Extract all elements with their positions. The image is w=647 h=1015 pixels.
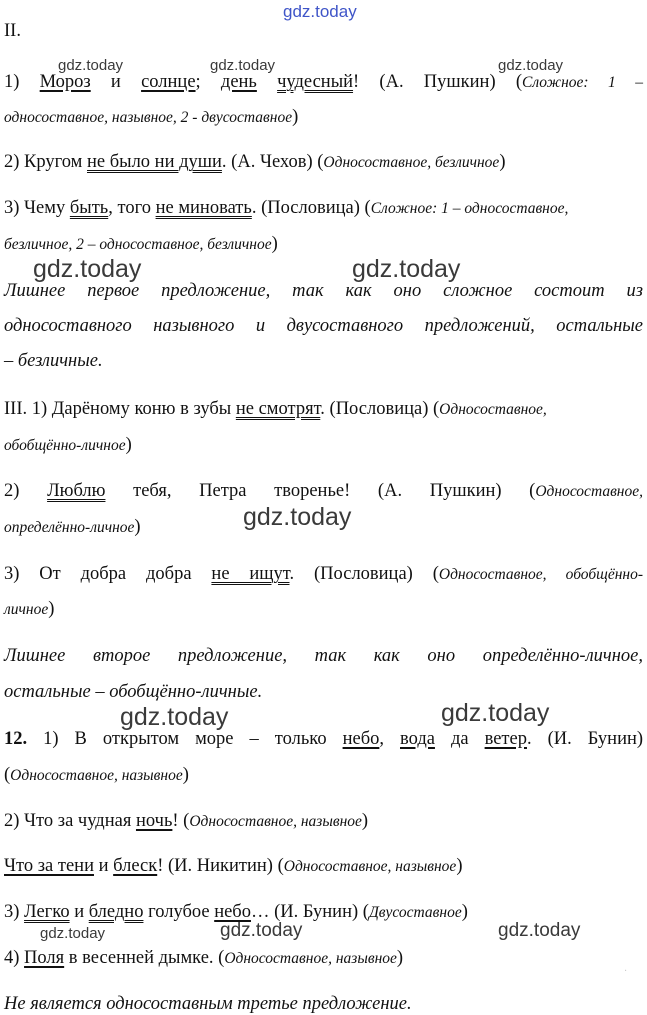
watermark-top: gdz.today [283, 2, 357, 21]
section-heading [4, 20, 643, 42]
sentence-3-1-cont [4, 434, 643, 457]
task-number: 12. [4, 729, 28, 749]
connector [257, 72, 277, 92]
grammar-note: Сложное: 1 – [522, 74, 644, 91]
watermark: gdz.today [58, 57, 124, 74]
source: . (Пословица) ( [320, 399, 440, 419]
sentence-2-1-cont [4, 106, 643, 129]
connector: да [434, 729, 485, 749]
scan-speck: · [624, 966, 628, 977]
source: ! (И. Никитин) ( [157, 856, 284, 876]
sentence-2-3 [4, 197, 643, 220]
sentence-3-3-cont [4, 598, 643, 621]
connector: и [69, 902, 89, 922]
sentence-text: голубое [143, 902, 215, 922]
sentence-3-1 [4, 398, 643, 421]
sentence-text: 1) В открытом море – только [27, 729, 343, 749]
sentence-text: 3) От добра добра [4, 564, 212, 584]
conclusion-3-line-2: остальные – обобщённо-личные. [4, 682, 263, 702]
paren: ) [499, 152, 506, 172]
grammar-note: односоставное, назывное, 2 - двусоставное [4, 109, 293, 126]
subject: Мороз [39, 72, 91, 92]
paren: ) [125, 435, 132, 455]
sentence-text: III. 1) Дарёному коню в зубы [4, 399, 236, 419]
conclusion-2-line-3: – безличные. [4, 351, 103, 371]
paren: ) [182, 765, 189, 785]
subject: день [220, 72, 257, 92]
task12-conclusion: Не является односоставным третье предложение. [4, 994, 412, 1014]
watermark: gdz.today [40, 925, 106, 942]
grammar-note: Односоставное, назывное [189, 813, 362, 830]
grammar-note: Сложное: 1 – односоставное, [370, 200, 569, 217]
grammar-note: Односоставное, [439, 401, 547, 418]
sentence-3-2 [4, 480, 643, 503]
grammar-note: обобщённо-личное [4, 437, 126, 454]
task12-sentence-1 [4, 728, 643, 750]
grammar-note: Односоставное, назывное [224, 950, 397, 967]
conclusion-2-line-1: Лишнее первое предложение, так как оно сложное состоит из [4, 281, 643, 301]
task12-sentence-2b [4, 855, 643, 878]
paren: ) [456, 856, 463, 876]
subject: солнце [141, 72, 196, 92]
grammar-note: Односоставное, безличное [323, 154, 500, 171]
conclusion-2-line-2: односоставного назывного и двусоставного предложений, остальные [4, 316, 643, 336]
source: . (И. Бунин) [526, 729, 644, 749]
paren: ) [134, 517, 141, 537]
paren: ) [271, 234, 278, 254]
sentence-text: 3) Чему [4, 198, 70, 218]
sentence-text: 2) Что за чудная [4, 811, 136, 831]
subject: небо [342, 729, 380, 749]
sentence-2-2 [4, 151, 643, 174]
grammar-note: Двусоставное [368, 904, 462, 921]
subject: Что за тени [4, 856, 94, 876]
watermark: gdz.today [33, 255, 142, 283]
grammar-note: Односоставное, назывное [10, 767, 183, 784]
sentence-3-2-cont [4, 516, 643, 539]
paren: ) [292, 107, 299, 127]
paren: ) [361, 811, 369, 831]
sentence-number: 1) [4, 72, 20, 92]
predicate: быть [69, 198, 109, 218]
sentence-2-1 [4, 71, 643, 94]
sentence-text: , того [108, 198, 156, 218]
paren: ( [4, 765, 11, 785]
source: . (Пословица) ( [251, 198, 371, 218]
source: тебя, Петра творенье! (А. Пушкин) ( [105, 481, 536, 501]
conclusion-3-line-1: Лишнее второе предложение, так как оно определённо-личное, [4, 646, 643, 666]
subject: вода [400, 729, 435, 749]
predicate: не ищут [211, 564, 290, 584]
predicate: чудесный [277, 72, 354, 92]
paren: ) [396, 948, 404, 968]
watermark: gdz.today [441, 699, 550, 727]
task12-sentence-3 [4, 901, 643, 924]
sentence-number: 4) [4, 948, 25, 968]
predicate: не смотрят [235, 399, 321, 419]
connector: и [93, 856, 114, 876]
source: . (Пословица) ( [289, 564, 439, 584]
watermark: gdz.today [210, 57, 276, 74]
paren: ) [461, 902, 468, 922]
watermark: gdz.today [498, 920, 581, 941]
sentence-3-3 [4, 563, 643, 586]
task12-sentence-4 [4, 947, 643, 970]
sentence-number: 3) [4, 902, 25, 922]
watermark: gdz.today [498, 57, 564, 74]
watermark: gdz.today [243, 503, 352, 531]
subject: небо [214, 902, 251, 922]
subject: ночь [135, 811, 173, 831]
heading-text: II. [4, 21, 21, 41]
sentence-2-3-cont [4, 233, 643, 256]
watermark: gdz.today [220, 920, 303, 941]
source: в весенней дымке. ( [64, 948, 225, 968]
connector: , [379, 729, 400, 749]
grammar-note: определённо-личное [4, 519, 135, 536]
source: ! (А. Пушкин) ( [353, 72, 522, 92]
task12-sentence-1-cont [4, 764, 643, 787]
subject: Поля [24, 948, 65, 968]
sentence-text: 2) Кругом [4, 152, 87, 172]
source: . (А. Чехов) ( [221, 152, 324, 172]
predicate: Люблю [47, 481, 106, 501]
connector: и [90, 72, 142, 92]
watermark: gdz.today [120, 703, 229, 731]
source: … (И. Бунин) ( [250, 902, 369, 922]
grammar-note: Односоставное, [535, 483, 643, 500]
predicate: не миновать [155, 198, 252, 218]
predicate: не было ни души [87, 152, 222, 172]
sentence-number: 2) [4, 481, 48, 501]
grammar-note: личное [4, 601, 49, 618]
subject: ветер [484, 729, 527, 749]
source: ! ( [172, 811, 190, 831]
predicate: бледно [88, 902, 144, 922]
paren: ) [48, 599, 55, 619]
grammar-note: Односоставное, обобщённо- [438, 566, 643, 583]
predicate: Легко [24, 902, 70, 922]
watermark: gdz.today [352, 255, 461, 283]
task12-sentence-2 [4, 810, 643, 833]
grammar-note: безличное, 2 – односоставное, безличное [4, 236, 272, 253]
connector: ; [195, 72, 221, 92]
grammar-note: Односоставное, назывное [283, 858, 457, 875]
subject: блеск [113, 856, 158, 876]
